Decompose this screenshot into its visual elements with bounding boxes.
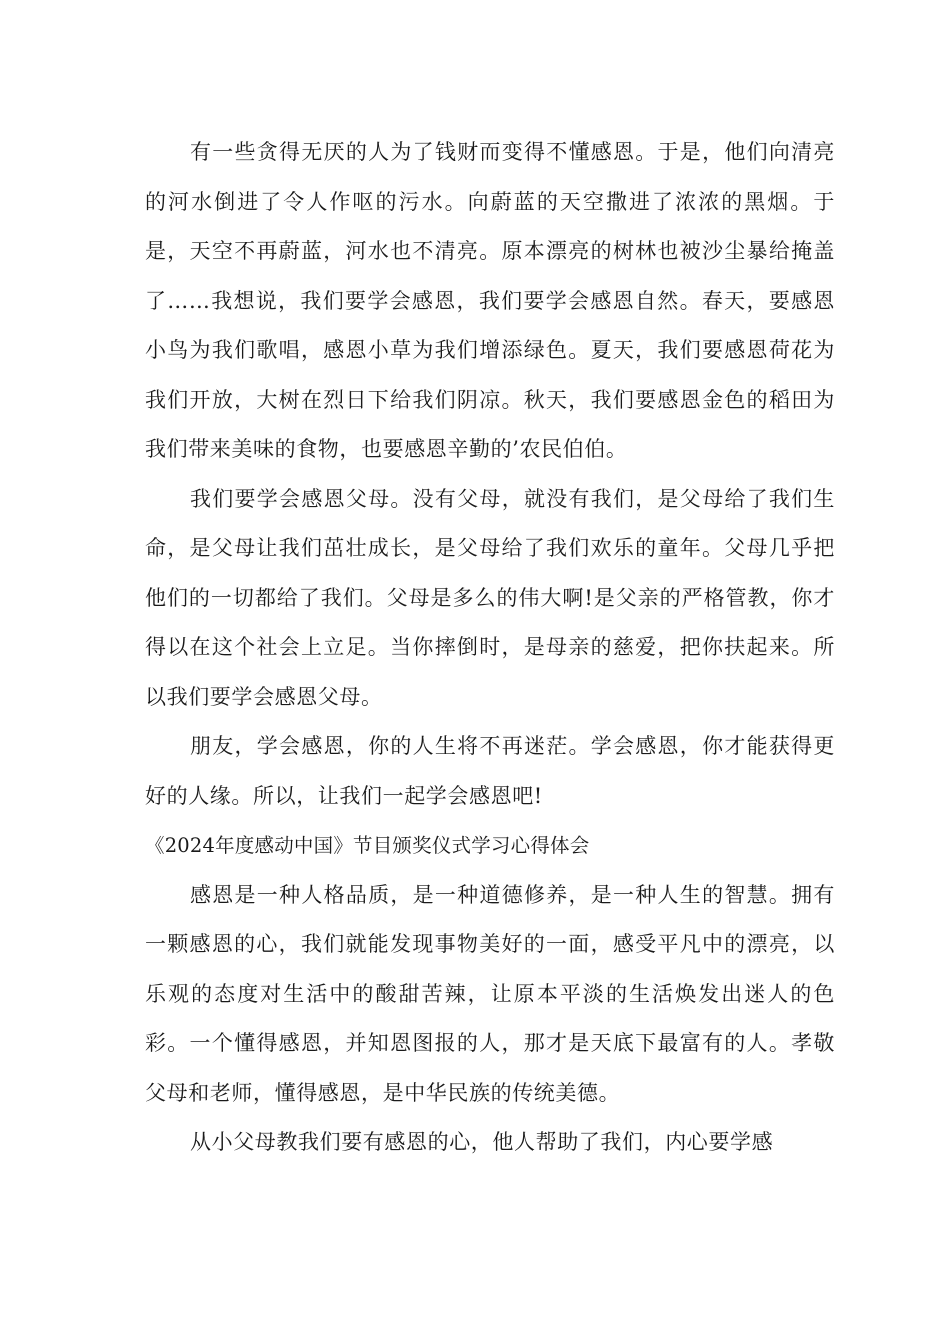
paragraph-gratitude-parents: 我们要学会感恩父母。没有父母，就没有我们，是父母给了我们生命，是父母让我们茁壮成长，是父母给了我们欢乐的童年。父母几乎把他们的一切都给了我们。父母是多么的伟大啊!是父亲的严格管教，你才得以在这个社会上立足。当你摔倒时，是母亲的慈爱，把你扶起来。所以我们要学会感恩父母。: [145, 486, 835, 709]
document-body: [145, 128, 835, 1168]
paragraph-conclusion: 朋友，学会感恩，你的人生将不再迷茫。学会感恩，你才能获得更好的人缘。所以，让我们一起学会感恩吧!: [145, 734, 835, 808]
paragraph-childhood: 从小父母教我们要有感恩的心，他人帮助了我们，内心要学感: [190, 1130, 774, 1154]
paragraph-gratitude-nature: 有一些贪得无厌的人为了钱财而变得不懂感恩。于是，他们向清亮的河水倒进了令人作呕的污水。向蔚蓝的天空撒进了浓浓的黑烟。于是，天空不再蔚蓝，河水也不清亮。原本漂亮的树林也被沙尘暴给掩盖了……我想说，我们要学会感恩，我们要学会感恩自然。春天，要感恩小鸟为我们歌唱，感恩小草为我们增添绿色。夏天，我们要感恩荷花为我们开放，大树在烈日下给我们阴凉。秋天，我们要感恩金色的稻田为我们带来美味的食物，也要感恩辛勤的’农民伯伯。: [145, 140, 835, 461]
section-title: 《2024年度感动中国》节目颁奖仪式学习心得体会: [145, 834, 590, 857]
paragraph-gratitude-virtue: 感恩是一种人格品质，是一种道德修养，是一种人生的智慧。拥有一颗感恩的心，我们就能发现事物美好的一面，感受平凡中的漂亮，以乐观的态度对生活中的酸甜苦辣，让原本平淡的生活焕发出迷人的色彩。一个懂得感恩，并知恩图报的人，那才是天底下最富有的人。孝敬父母和老师，懂得感恩，是中华民族的传统美德。: [145, 882, 835, 1105]
